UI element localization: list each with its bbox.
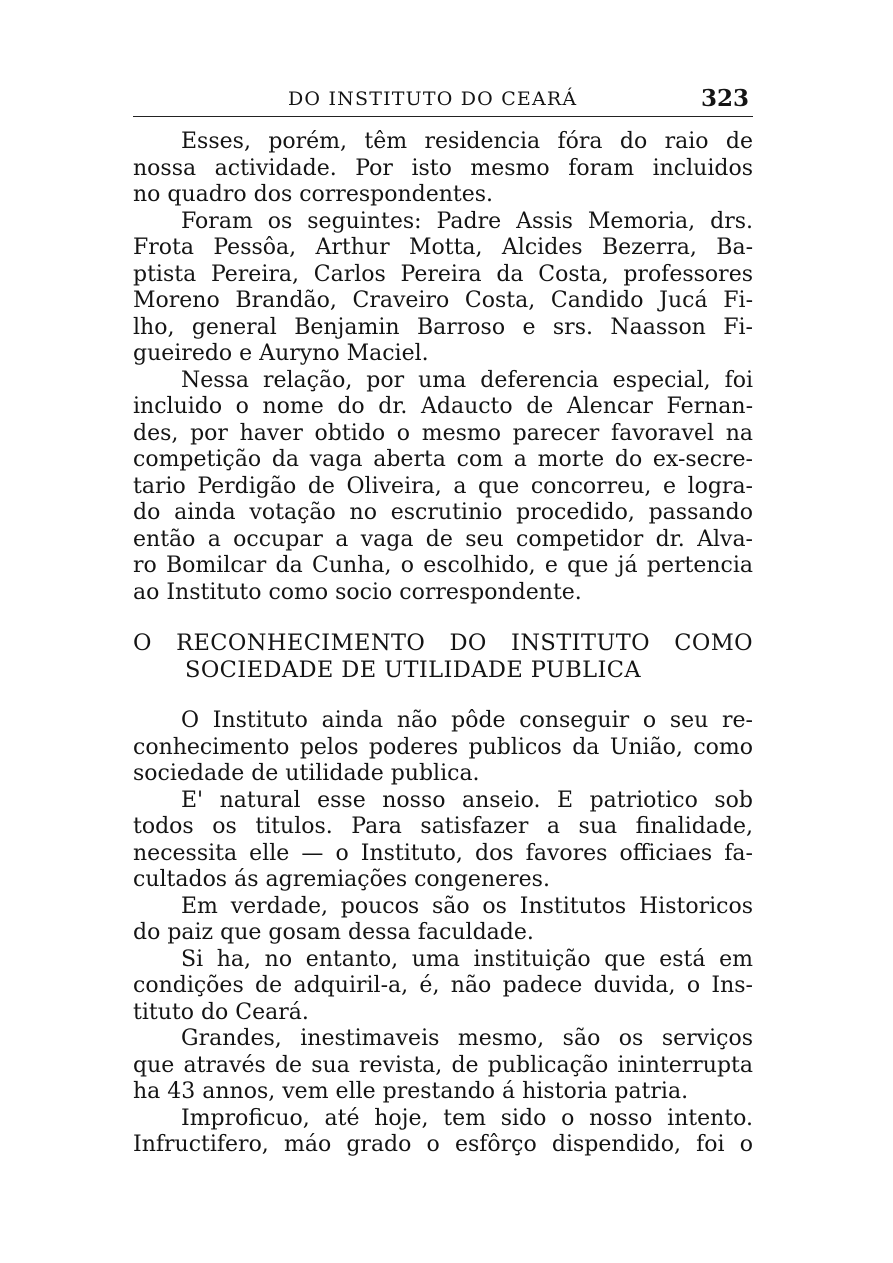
text-line: gueiredo e Auryno Maciel. xyxy=(133,341,429,366)
text-line: Improficuo, até hoje, tem sido o nosso intento. xyxy=(181,1105,753,1131)
page-number: 323 xyxy=(700,85,749,112)
text-line: Foram os seguintes: Padre Assis Memoria, drs. xyxy=(181,208,753,234)
text-line: des, por haver obtido o mesmo parecer favoravel na xyxy=(133,420,753,446)
text-line: tituto do Ceará. xyxy=(133,999,309,1025)
text-line: então a occupar a vaga de seu competidor dr. Alva- xyxy=(133,526,753,552)
text-line: do ainda votação no escrutinio procedido, passando xyxy=(133,500,753,525)
text-line: no quadro dos correspondentes. xyxy=(133,182,494,207)
text-line: Esses, porém, têm residencia fóra do raio de xyxy=(181,129,753,154)
book-page xyxy=(133,82,753,1159)
text-line: ha 43 annos, vem elle prestando á historia patria. xyxy=(133,1079,689,1104)
text-line: necessita elle — o Instituto, dos favores officiaes fa- xyxy=(133,840,753,866)
section-recognition-text xyxy=(133,708,753,1159)
text-line: Grandes, inestimaveis mesmo, são os serviços xyxy=(181,1026,753,1051)
text-line: Infructifero, máo grado o esfôrço dispendido, foi o xyxy=(133,1132,753,1157)
text-line: cultados ás agremiações congeneres. xyxy=(133,867,550,892)
text-line: ro Bomilcar da Cunha, o escolhido, e que já pertencia xyxy=(133,553,753,578)
section-correspondents-text xyxy=(133,129,753,606)
section-heading xyxy=(133,630,753,684)
text-line: Em verdade, poucos são os Institutos Historicos xyxy=(181,893,753,919)
text-line: competição da vaga aberta com a morte do ex-secre- xyxy=(133,447,753,472)
text-line: Nessa relação, por uma deferencia especial, foi xyxy=(181,367,753,393)
heading-line: SOCIEDADE DE UTILIDADE PUBLICA xyxy=(185,657,642,683)
text-line: que através de sua revista, de publicação ininterrupta xyxy=(133,1052,753,1078)
text-line: Moreno Brandão, Craveiro Costa, Candido Jucá Fi- xyxy=(133,288,753,313)
text-line: Si ha, no entanto, uma instituição que está em xyxy=(181,946,753,972)
text-line: do paiz que gosam dessa faculdade. xyxy=(133,920,534,945)
running-title: DO INSTITUTO DO CEARÁ xyxy=(288,88,578,110)
heading-line: O RECONHECIMENTO DO INSTITUTO COMO xyxy=(133,630,753,656)
text-line: sociedade de utilidade publica. xyxy=(133,761,480,786)
text-line: lho, general Benjamin Barroso e srs. Naasson Fi- xyxy=(133,314,753,340)
text-line: incluido o nome do dr. Adaucto de Alencar Fernan- xyxy=(133,394,753,419)
text-line: todos os titulos. Para satisfazer a sua finalidade, xyxy=(133,814,753,839)
text-line: E' natural esse nosso anseio. E patriotico sob xyxy=(181,787,753,813)
text-line: conhecimento pelos poderes publicos da União, como xyxy=(133,734,753,760)
text-line: ao Instituto como socio correspondente. xyxy=(133,579,582,605)
text-line: nossa actividade. Por isto mesmo foram incluidos xyxy=(133,155,753,181)
text-line: ptista Pereira, Carlos Pereira da Costa, professores xyxy=(133,261,753,287)
running-header xyxy=(133,82,753,117)
text-line: O Instituto ainda não pôde conseguir o seu re- xyxy=(181,708,753,733)
text-line: Frota Pessôa, Arthur Motta, Alcides Bezerra, Ba- xyxy=(133,235,753,260)
text-line: tario Perdigão de Oliveira, a que concorreu, e logra- xyxy=(133,473,753,499)
text-line: condições de adquiril-a, é, não padece duvida, o Ins- xyxy=(133,973,753,998)
